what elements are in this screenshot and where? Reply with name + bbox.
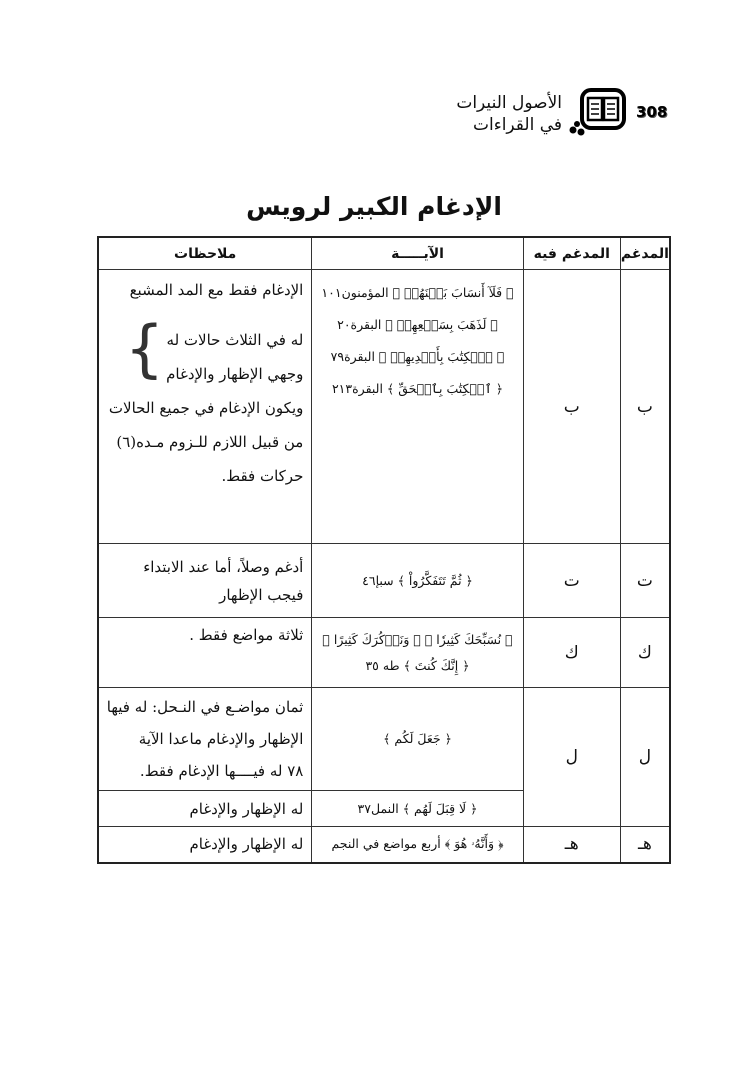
note-line: وجهي الإظهار والإدغام bbox=[166, 365, 304, 383]
mudgham-fih-cell: ك bbox=[523, 618, 620, 688]
notes-cell bbox=[98, 827, 312, 863]
notes-cell bbox=[98, 618, 312, 688]
table-row bbox=[98, 688, 670, 791]
table-header-row bbox=[98, 237, 670, 270]
aya-line: ﴿ لَذَهَبَ بِسَمۡعِهِمۡ ﴾ البقرة٢٠ bbox=[337, 317, 498, 332]
page-number: 308 bbox=[636, 103, 668, 121]
aya-cell bbox=[312, 827, 523, 863]
note-line: ويكون الإدغام في جميع الحالات bbox=[108, 399, 304, 417]
note-line: الإدغام فقط مع المد المشبع bbox=[129, 281, 304, 299]
book-title-line2: في القراءات bbox=[472, 115, 562, 135]
table-row bbox=[98, 827, 670, 863]
mudgham-fih-cell: ب bbox=[523, 270, 620, 544]
book-title-line1: الأصول النيرات bbox=[456, 93, 562, 113]
brace-group bbox=[103, 307, 303, 391]
aya-line: ﴿ جَعَلَ لَكُم ﴾ bbox=[383, 731, 452, 746]
idgham-table bbox=[97, 236, 671, 864]
header-mudgham: المدغم bbox=[620, 237, 670, 270]
notes-cell bbox=[98, 270, 312, 544]
aya-cell bbox=[312, 544, 523, 618]
mudgham-cell: ب bbox=[620, 270, 670, 544]
mudgham-cell: ت bbox=[620, 544, 670, 618]
book-logo-icon bbox=[568, 86, 628, 138]
notes-cell bbox=[98, 791, 312, 827]
header-aya: الآيـــــة bbox=[312, 237, 523, 270]
mudgham-fih-cell: هـ bbox=[523, 827, 620, 863]
header-notes: ملاحظات bbox=[98, 237, 312, 270]
note-line: من قبيل اللازم للـزوم مـده(٦) bbox=[116, 433, 304, 451]
notes-cell bbox=[98, 688, 312, 791]
note-line: ٧٨ له فيــــها الإدغام فقط. bbox=[139, 762, 304, 780]
note-line: ثمان مواضـع في النـحل: له فيها bbox=[106, 698, 304, 716]
aya-line: ﴿ نُسَبِّحَكَ كَثِيرٗا ﴾ ﴿ وَنَذۡكُرَكَ كَثِيرًا ﴾ bbox=[322, 631, 513, 647]
note-line: له الإظهار والإدغام bbox=[189, 799, 304, 818]
aya-line: ﴿ وَأَنَّهُۥ هُوَ ﴾ أربع مواضع في النجم bbox=[331, 836, 504, 852]
table-row bbox=[98, 544, 670, 618]
aya-line: ﴿ ثُمَّ تَتَفَكَّرُواْ ﴾ سبإ٤٦ bbox=[362, 572, 473, 588]
aya-line: ﴿ لَا قِبَلَ لَهُم ﴾ النمل٣٧ bbox=[357, 800, 478, 816]
table-row bbox=[98, 270, 670, 544]
note-line: له الإظهار والإدغام bbox=[189, 835, 304, 854]
mudgham-cell: ك bbox=[620, 618, 670, 688]
table-row bbox=[98, 618, 670, 688]
aya-line: ﴿ ٱلۡكِتَٰبَ بِٱلۡحَقِّ ﴾ البقرة٢١٣ bbox=[331, 381, 504, 396]
notes-cell bbox=[98, 544, 312, 618]
mudgham-fih-cell: ل bbox=[523, 688, 620, 827]
aya-line: ﴿ فَلَآ أَنسَابَ بَيۡنَهُمۡ ﴾ المؤمنون١٠١ bbox=[321, 285, 514, 300]
mudgham-cell: ل bbox=[620, 688, 670, 827]
aya-line: ﴿ ٱلۡكِتَٰبَ بِأَيۡدِيهِمۡ ﴾ البقرة٧٩ bbox=[330, 349, 505, 364]
note-line: حركات فقط. bbox=[221, 467, 304, 485]
aya-cell bbox=[312, 270, 523, 544]
note-line: أدغم وصلاً، أما عند الابتداء bbox=[143, 557, 304, 576]
note-line: له في الثلاث حالات له bbox=[166, 331, 304, 349]
mudgham-fih-cell: ت bbox=[523, 544, 620, 618]
aya-cell bbox=[312, 618, 523, 688]
aya-cell bbox=[312, 791, 523, 827]
note-line: فيجب الإظهار bbox=[219, 585, 304, 604]
note-line: ثلاثة مواضع فقط . bbox=[189, 626, 304, 644]
aya-line: ﴿ إِنَّكَ كُنتَ ﴾ طه ٣٥ bbox=[365, 657, 470, 673]
brace-icon: } bbox=[124, 312, 165, 385]
book-title bbox=[420, 92, 562, 136]
mudgham-cell: هـ bbox=[620, 827, 670, 863]
header-mudgham-fih: المدغم فيه bbox=[523, 237, 620, 270]
note-line: الإظهار والإدغام ماعدا الآية bbox=[138, 730, 304, 748]
aya-cell bbox=[312, 688, 523, 791]
page-title: الإدغام الكبير لرويس bbox=[246, 192, 502, 221]
